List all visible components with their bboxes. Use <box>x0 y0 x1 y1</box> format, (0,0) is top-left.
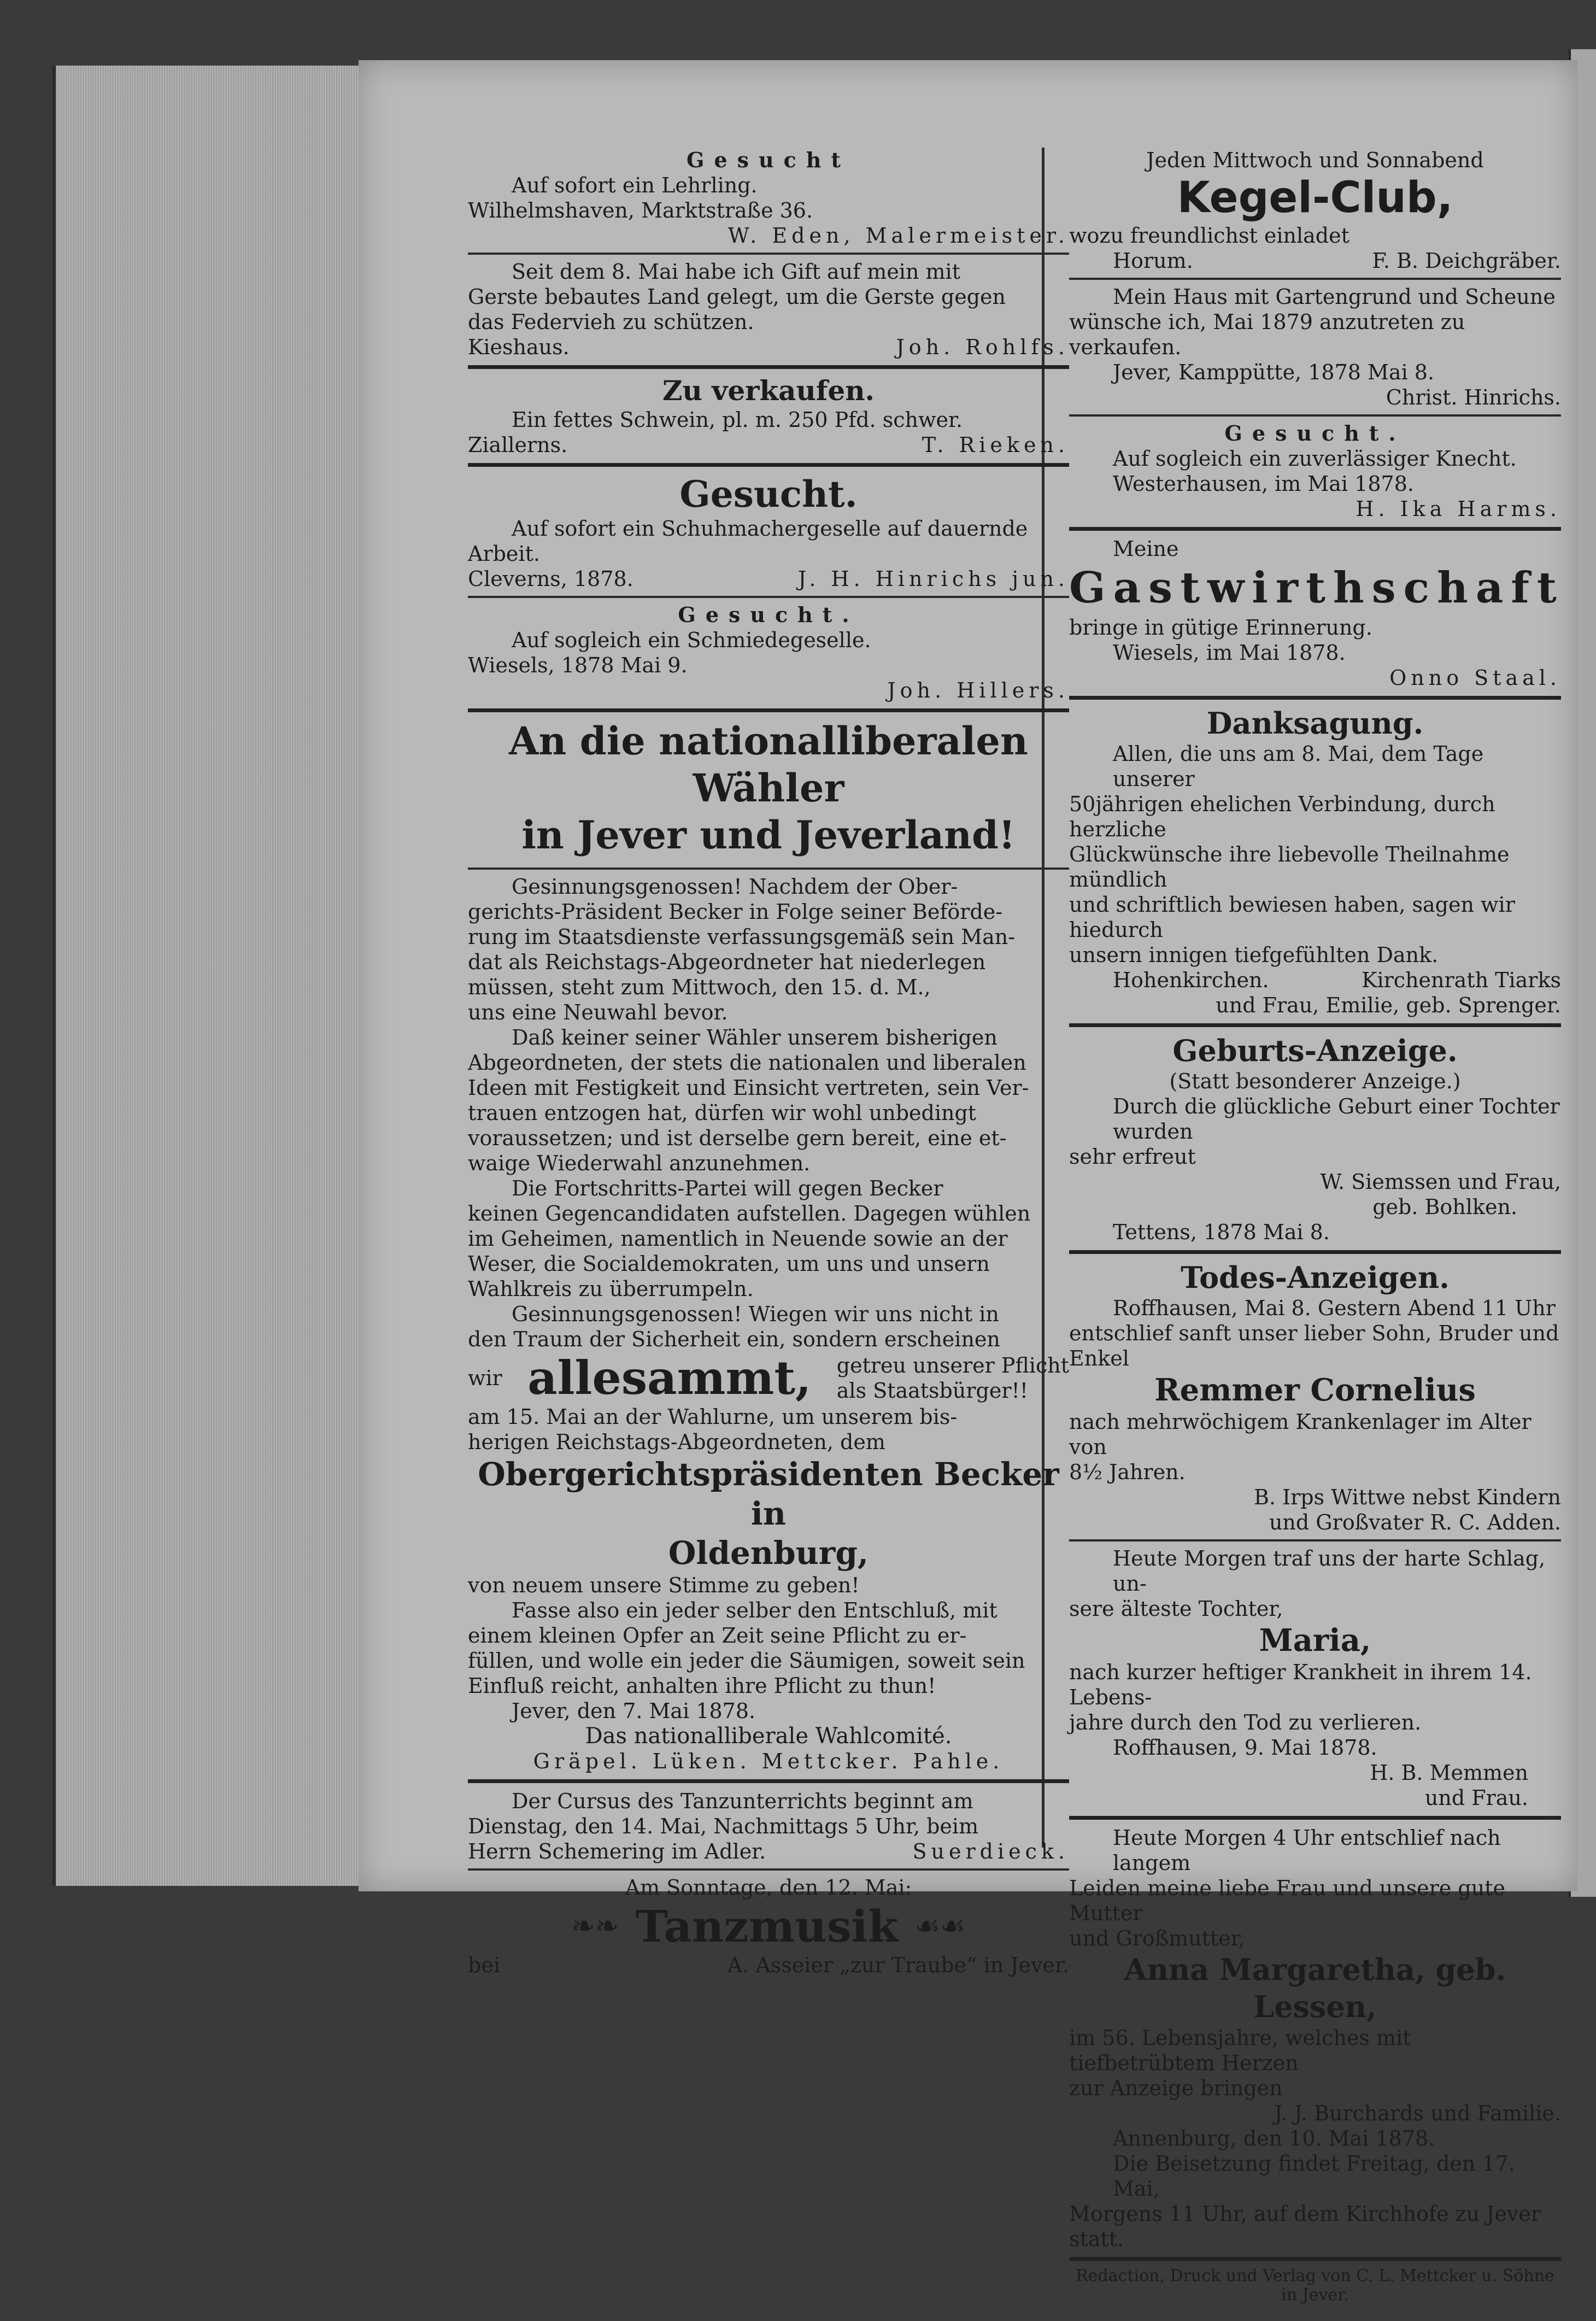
left-column <box>468 93 1069 1978</box>
ad-signature: und Frau. <box>1424 1786 1528 1810</box>
divider-line <box>1069 1023 1561 1027</box>
ad-line: Wiesels, 1878 Mai 9. <box>468 653 688 677</box>
divider-line <box>468 708 1069 712</box>
ad-gesucht-lehrling <box>468 148 1069 248</box>
ad-line: Westerhausen, im Mai 1878. <box>1113 472 1414 496</box>
ad-signature: H. B. Memmen <box>1370 1761 1528 1785</box>
ad-line: das Federvieh zu schützen. <box>468 310 754 334</box>
ad-title: Geburts-Anzeige. <box>1172 1033 1458 1068</box>
ad-title: Gesucht. <box>1224 421 1406 446</box>
body-line: dat als Reichstags-Abgeordneter hat niederlegen <box>468 950 986 974</box>
body-line: nach mehrwöchigem Krankenlager im Alter von <box>1069 1410 1532 1459</box>
ad-line: Auf sogleich ein zuverlässiger Knecht. <box>1113 447 1517 471</box>
body-line: im Geheimen, namentlich in Neuende sowie an der <box>468 1227 1008 1251</box>
body-line: zur Anzeige bringen <box>1069 2076 1283 2100</box>
body-line: den Traum der Sicherheit ein, sondern erscheinen <box>468 1327 1000 1351</box>
ad-gesucht-schuhmacher <box>468 472 1069 591</box>
body-line: füllen, und wolle ein jeder die Säumigen, soweit sein <box>468 1649 1025 1673</box>
body-line: Allen, die uns am 8. Mai, dem Tage unserer <box>1113 742 1484 791</box>
ad-title: Todes-Anzeigen. <box>1181 1260 1450 1295</box>
ad-gift-warning <box>468 259 1069 360</box>
ad-title: Zu verkaufen. <box>662 374 875 407</box>
ad-line: wünsche ich, Mai 1879 anzutreten zu verkaufen. <box>1069 310 1465 359</box>
ad-haus-verkauf <box>1069 284 1561 410</box>
body-line: 50jährigen ehelichen Verbindung, durch herzliche <box>1069 792 1495 841</box>
ad-gastwirthschaft <box>1069 536 1564 690</box>
divider-line <box>468 596 1069 598</box>
ad-line: Dienstag, den 14. Mai, Nachmittags 5 Uhr, beim <box>468 1814 979 1838</box>
body-line: Daß keiner seiner Wähler unserem bisherigen <box>512 1025 998 1050</box>
committee-names: Gräpel. Lüken. Mettcker. Pahle. <box>533 1749 1004 1773</box>
ad-line: Jeden Mittwoch und Sonnabend <box>1146 148 1484 172</box>
divider-line <box>1069 2257 1561 2261</box>
body-line: voraussetzen; und ist derselbe gern bereit, eine et- <box>468 1126 1007 1150</box>
ad-line: Auf sofort ein Schuhmachergeselle auf dauernde <box>512 517 1028 541</box>
body-line: Einfluß reicht, anhalten ihre Pflicht zu thun! <box>468 1674 936 1698</box>
body-line: uns eine Neuwahl bevor. <box>468 1000 728 1024</box>
ad-line: Auf sogleich ein Schmiedegeselle. <box>512 628 871 652</box>
ad-line: bringe in gütige Erinnerung. <box>1069 616 1372 640</box>
body-line: Morgens 11 Uhr, auf dem Kirchhofe zu Jever statt. <box>1069 2202 1541 2251</box>
body-line: einem kleinen Opfer an Zeit seine Pflicht zu er- <box>468 1623 967 1648</box>
body-line: sehr erfreut <box>1069 1145 1196 1169</box>
body-line: nach kurzer heftiger Krankheit in ihrem 14. Lebens- <box>1069 1660 1532 1709</box>
ad-title: Gesucht. <box>678 602 859 627</box>
ad-signature: J. J. Burchards und Familie. <box>1274 2101 1561 2125</box>
ad-place: Horum. <box>1113 249 1193 273</box>
body-line: Gesinnungsgenossen! Wiegen wir uns nicht in <box>512 1302 999 1326</box>
ad-danksagung <box>1069 705 1561 1018</box>
divider-line <box>1069 414 1561 417</box>
candidate-line: Oldenburg, <box>668 1534 869 1572</box>
newspaper-page <box>359 60 1577 2305</box>
body-line: Gesinnungsgenossen! Nachdem der Ober- <box>512 875 958 899</box>
body-line: sere älteste Tochter, <box>1069 1597 1283 1621</box>
body-line: keinen Gegencandidaten aufstellen. Dagegen wühlen <box>468 1201 1031 1226</box>
deceased-name: Anna Margaretha, geb. Lessen, <box>1124 1952 1506 2024</box>
ad-tanzmusik <box>468 1875 1069 1978</box>
body-line: Abgeordneten, der stets die nationalen und liberalen <box>468 1051 1026 1075</box>
ad-signature: B. Irps Wittwe nebst Kindern <box>1254 1485 1561 1509</box>
ad-todes-anna <box>1069 1825 1561 2252</box>
body-line: Wahlkreis zu überrumpeln. <box>468 1277 754 1301</box>
ad-signature: Joh. Hillers. <box>887 678 1069 702</box>
body-line: und Großmutter, <box>1069 1926 1245 1950</box>
ad-line: Gerste bebautes Land gelegt, um die Gerste gegen <box>468 285 1006 309</box>
ad-title: Danksagung. <box>1206 706 1424 741</box>
ad-place: Ziallerns. <box>468 433 568 457</box>
body-line: von neuem unsere Stimme zu geben! <box>468 1573 860 1597</box>
body-line: am 15. Mai an der Wahlurne, um unserem bis- <box>468 1405 958 1429</box>
imprint-line: Redaction, Druck und Verlag von C. L. Mettcker u. Söhne in Jever. <box>1076 2266 1554 2305</box>
ad-line: bei <box>468 1953 500 1977</box>
ad-signature: W. Siemssen und Frau, <box>1320 1170 1561 1194</box>
body-line: im 56. Lebensjahre, welches mit tiefbetrübtem Herzen <box>1069 2026 1411 2075</box>
body-line: getreu unserer Pflicht <box>836 1353 1069 1378</box>
ad-gesucht-knecht <box>1069 421 1561 521</box>
ad-line: Am Sonntage, den 12. Mai: <box>625 1875 912 1900</box>
allesammt-row <box>468 1352 1069 1404</box>
ad-place: Kieshaus. <box>468 335 570 359</box>
deceased-name: Maria, <box>1259 1622 1371 1658</box>
emphasis-word: allesammt, <box>527 1351 812 1405</box>
body-line: rung im Staatsdienste verfassungsgemäß sein Man- <box>468 925 1016 949</box>
body-line: trauen entzogen hat, dürfen wir wohl unbedingt <box>468 1101 977 1125</box>
ad-place: Hohenkirchen. <box>1113 968 1269 992</box>
body-line: Durch die glückliche Geburt einer Tochter wurden <box>1113 1094 1560 1144</box>
ad-zu-verkaufen <box>468 374 1069 458</box>
tanzmusik-title-row <box>468 1900 1069 1953</box>
body-line: Weser, die Socialdemokraten, um uns und unsern <box>468 1252 990 1276</box>
divider-line <box>1069 278 1561 280</box>
date-line: Annenburg, den 10. Mai 1878. <box>1113 2126 1435 2150</box>
body-line: Heute Morgen traf uns der harte Schlag, un- <box>1113 1546 1546 1596</box>
ad-signature: Joh. Rohlfs. <box>896 335 1069 359</box>
body-line: Glückwünsche ihre liebevolle Theilnahme mündlich <box>1069 842 1510 892</box>
ad-line: Wilhelmshaven, Marktstraße 36. <box>468 198 813 222</box>
ad-line: Mein Haus mit Gartengrund und Scheune <box>1113 285 1556 309</box>
ad-title: Kegel-Club, <box>1177 173 1453 222</box>
body-line: gerichts-Präsident Becker in Folge seiner Beförde- <box>468 900 1003 924</box>
ad-line: Seit dem 8. Mai habe ich Gift auf mein mit <box>512 260 960 284</box>
book-page-edges <box>52 66 362 1886</box>
body-line: entschlief sanft unser lieber Sohn, Bruder und Enkel <box>1069 1321 1559 1370</box>
ad-headline: An die nationalliberalen Wähler <box>509 718 1028 811</box>
ad-line: Wiesels, im Mai 1878. <box>1113 641 1346 665</box>
ad-line: Der Cursus des Tanzunterrichts beginnt am <box>512 1789 973 1813</box>
divider-line <box>1069 1250 1561 1254</box>
ad-line: Arbeit. <box>468 542 540 566</box>
committee-line: Das nationalliberale Wahlcomité. <box>585 1724 952 1749</box>
body-line: Fasse also ein jeder selber den Entschluß, mit <box>512 1598 998 1622</box>
body-word: wir <box>468 1366 502 1390</box>
ad-line: Ein fettes Schwein, pl. m. 250 Pfd. schwer. <box>512 408 963 432</box>
body-line: 8½ Jahren. <box>1069 1460 1186 1484</box>
ad-todes-anzeigen <box>1069 1259 1561 1535</box>
body-line: herigen Reichstags-Abgeordneten, dem <box>468 1430 885 1454</box>
ad-signature: Kirchenrath Tiarks <box>1362 968 1561 992</box>
body-line: Roffhausen, Mai 8. Gestern Abend 11 Uhr <box>1113 1296 1556 1320</box>
ad-title: Gastwirthschaft <box>1069 563 1564 613</box>
body-line: Die Fortschritts-Partei will gegen Becker <box>512 1176 943 1200</box>
ad-signature: geb. Bohlken. <box>1372 1195 1517 1219</box>
body-line: Die Beisetzung findet Freitag, den 17. Mai, <box>1113 2152 1515 2201</box>
ad-line: Auf sofort ein Lehrling. <box>512 173 758 197</box>
candidate-line: Obergerichtspräsidenten Becker in <box>478 1456 1059 1532</box>
body-line: und schriftlich bewiesen haben, sagen wir hiedurch <box>1069 893 1515 942</box>
body-line: als Staatsbürger!! <box>836 1379 1029 1403</box>
ad-tanzunterricht <box>468 1789 1069 1864</box>
ad-signature: F. B. Deichgräber. <box>1372 249 1561 273</box>
divider-line <box>1069 527 1561 531</box>
body-line: waige Wiederwahl anzunehmen. <box>468 1151 811 1175</box>
ornament-icon: ❧❧ <box>571 1910 619 1943</box>
ad-subtitle: (Statt besonderer Anzeige.) <box>1169 1069 1461 1093</box>
ad-todes-maria <box>1069 1546 1561 1810</box>
divider-line <box>1069 696 1561 700</box>
ad-signature: H. Ika Harms. <box>1356 497 1561 521</box>
divider-line <box>468 1868 1069 1871</box>
body-line: müssen, steht zum Mittwoch, den 15. d. M., <box>468 975 931 999</box>
ad-geburts-anzeige <box>1069 1033 1561 1245</box>
ad-line: Herrn Schemering im Adler. <box>468 1839 766 1863</box>
ad-signature: W. Eden, Malermeister. <box>727 224 1069 248</box>
divider-line <box>1069 1816 1561 1820</box>
ad-signature: T. Rieken. <box>922 433 1069 457</box>
ad-line: wozu freundlichst einladet <box>1069 224 1349 248</box>
body-line: Leiden meine liebe Frau und unsere gute Mutter <box>1069 1876 1505 1925</box>
ornament-icon: ☙☙ <box>914 1910 966 1943</box>
date-line: Jever, den 7. Mai 1878. <box>512 1699 756 1723</box>
ad-gesucht-schmied <box>468 602 1069 703</box>
ad-election-appeal <box>468 718 1069 1774</box>
ad-signature: Suerdieck. <box>912 1839 1069 1863</box>
body-line: Heute Morgen 4 Uhr entschlief nach langem <box>1113 1826 1501 1875</box>
ad-line: A. Asseier „zur Traube“ in Jever. <box>727 1953 1069 1977</box>
date-line: Roffhausen, 9. Mai 1878. <box>1113 1736 1377 1760</box>
divider-line <box>468 1779 1069 1783</box>
body-line: Ideen mit Festigkeit und Einsicht vertreten, sein Ver- <box>468 1076 1029 1100</box>
deceased-name: Remmer Cornelius <box>1154 1372 1476 1408</box>
body-line: unsern innigen tiefgefühlten Dank. <box>1069 943 1439 967</box>
body-line: jahre durch den Tod zu verlieren. <box>1069 1710 1422 1734</box>
date-line: Tettens, 1878 Mai 8. <box>1113 1220 1330 1244</box>
divider-line <box>468 253 1069 255</box>
divider-line <box>468 463 1069 467</box>
right-column <box>1069 93 1564 2321</box>
ad-kegel-club <box>1069 148 1561 273</box>
ad-line: Meine <box>1113 537 1179 561</box>
ad-place: Cleverns, 1878. <box>468 567 633 591</box>
ad-signature: J. H. Hinrichs jun. <box>798 567 1069 591</box>
ad-signature: und Großvater R. C. Adden. <box>1269 1510 1561 1534</box>
divider-line <box>1069 1539 1561 1542</box>
ad-signature: Christ. Hinrichs. <box>1386 385 1561 409</box>
divider-line <box>468 365 1069 369</box>
ad-line: Jever, Kamppütte, 1878 Mai 8. <box>1113 360 1435 384</box>
ad-headline: in Jever und Jeverland! <box>521 812 1016 858</box>
divider-line <box>468 868 1069 870</box>
ad-title: Gesucht. <box>679 473 858 515</box>
ad-signature: und Frau, Emilie, geb. Sprenger. <box>1216 993 1561 1017</box>
ad-signature: Onno Staal. <box>1389 666 1561 690</box>
ad-title: Tanzmusik <box>635 1901 899 1952</box>
ad-title: Gesucht <box>686 148 850 172</box>
